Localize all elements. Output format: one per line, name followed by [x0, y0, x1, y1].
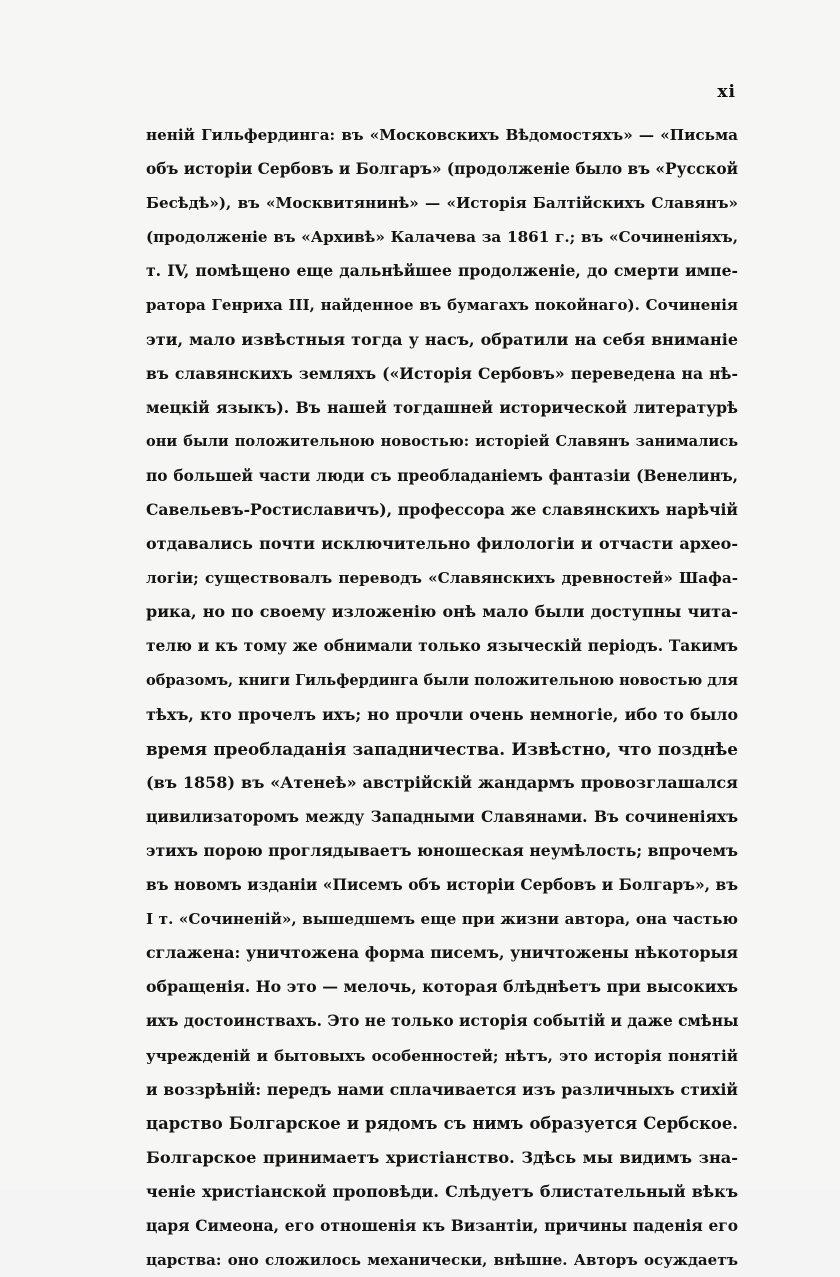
text-line: (продолженіе въ «Архивѣ» Калачева за 1861 г.; въ «Сочиненіяхъ,: [146, 228, 738, 247]
text-line: т. IV, помѣщено еще дальнѣйшее продолженіе, до смерти импе-: [146, 261, 738, 281]
text-line: Болгарское принимаетъ христіанство. Здѣсь мы видимъ зна-: [146, 1147, 738, 1167]
text-line: мецкій языкъ). Въ нашей тогдашней исторической литературѣ: [146, 397, 738, 417]
page-number: xi: [717, 82, 736, 102]
text-line: и воззрѣній: передъ нами сплачивается изъ различныхъ стихій: [146, 1079, 738, 1099]
text-line: сглажена: уничтожена форма писемъ, уничтожены нѣкоторыя: [146, 943, 738, 963]
text-line: царства: оно сложилось механически, внѣшне. Авторъ осуждаетъ: [146, 1251, 738, 1270]
text-line: по большей части люди съ преобладаніемъ фантазіи (Венелинъ,: [146, 466, 738, 485]
text-line: ратора Генриха III, найденное въ бумагахъ покойнаго). Сочиненія: [146, 296, 738, 315]
text-line: тѣхъ, кто прочелъ ихъ; но прочли очень немногіе, ибо то было: [146, 704, 738, 724]
text-line: царя Симеона, его отношенія къ Византіи, причины паденія его: [146, 1217, 738, 1235]
text-line: телю и къ тому же обнимали только языческій періодъ. Такимъ: [146, 637, 738, 656]
text-line: логіи; существовалъ переводъ «Славянскихъ древностей» Шафа-: [146, 569, 738, 588]
text-line: Савельевъ-Ростиславичъ), профессора же славянскихъ нарѣчій: [146, 500, 738, 520]
text-line: эти, мало извѣстныя тогда у насъ, обратили на себя вниманіе: [146, 329, 738, 349]
text-line: ченіе христіанской проповѣди. Слѣдуетъ блистательный вѣкъ: [146, 1181, 738, 1201]
text-line: отдавались почти исключительно филологіи и отчасти архео-: [146, 534, 738, 554]
body-text: [146, 118, 738, 1277]
text-line: этихъ порою проглядываетъ юношеская неумѣлость; впрочемъ: [146, 840, 738, 860]
text-line: (въ 1858) въ «Атенеѣ» австрійскій жандармъ провозглашался: [146, 772, 738, 792]
text-line: цивилизаторомъ между Западными Славянами. Въ сочиненіяхъ: [146, 807, 738, 826]
text-line: неній Гильфердинга: въ «Московскихъ Вѣдомостяхъ» — «Письма: [146, 126, 738, 144]
text-line: время преобладанія западничества. Извѣстно, что позднѣе: [146, 738, 738, 759]
text-line: ихъ достоинствахъ. Это не только исторія событій и даже смѣны: [146, 1012, 738, 1031]
text-line: образомъ, книги Гильфердинга были положительною новостью для: [146, 671, 738, 689]
text-line: рика, но по своему изложенію онѣ мало были доступны чита-: [146, 602, 738, 622]
text-line: Бесѣдѣ»), въ «Москвитянинѣ» — «Исторія Балтійскихъ Славянъ»: [146, 194, 738, 213]
text-line: объ исторіи Сербовъ и Болгаръ» (продолженіе было въ «Русской: [146, 160, 738, 179]
text-line: обращенія. Но это — мелочь, которая блѣднѣетъ при высокихъ: [146, 977, 738, 997]
text-line: учрежденій и бытовыхъ особенностей; нѣтъ, это исторія понятій: [146, 1046, 738, 1065]
text-line: въ новомъ изданіи «Писемъ объ исторіи Сербовъ и Болгаръ», въ: [146, 876, 738, 895]
text-line: царство Болгарское и рядомъ съ нимъ образуется Сербское.: [146, 1113, 738, 1133]
text-line: I т. «Сочиненій», вышедшемъ еще при жизни автора, она частью: [146, 910, 738, 929]
text-line: они были положительною новостью: исторіей Славянъ занимались: [146, 432, 738, 450]
text-line: въ славянскихъ земляхъ («Исторія Сербовъ» переведена на нѣ-: [146, 363, 738, 383]
